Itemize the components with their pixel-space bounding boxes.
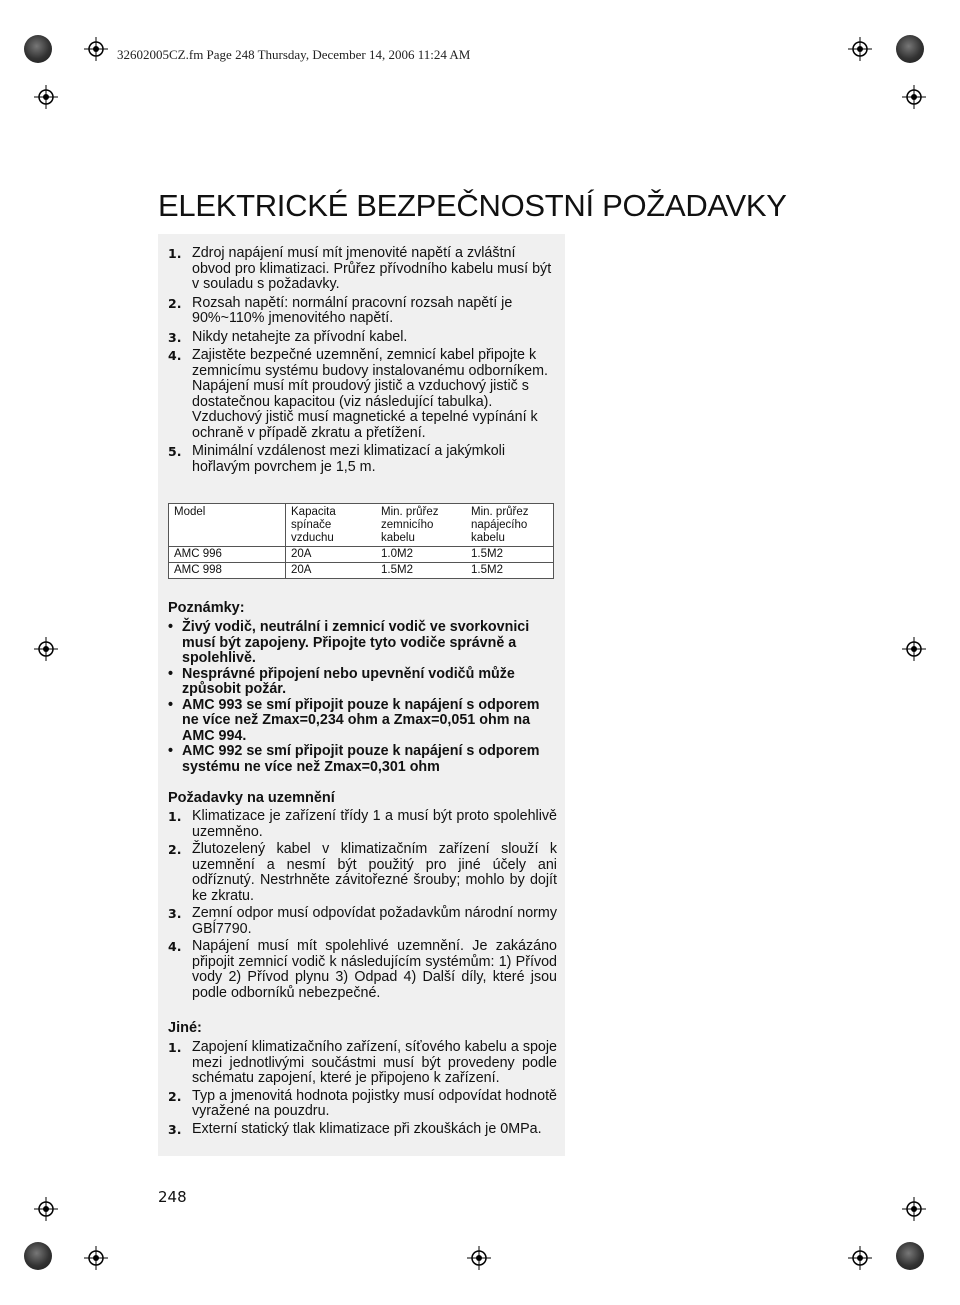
page-number: 248 <box>158 1188 187 1206</box>
table-header-cell: Kapacita spínače vzduchu <box>286 504 377 547</box>
registration-mark-icon <box>84 37 108 61</box>
table-header-cell: Min. průřez zemnicího kabelu <box>376 504 466 547</box>
grounding-list <box>158 809 565 1003</box>
list-item: 3. Nikdy netahejte za přívodní kabel. <box>168 328 408 345</box>
requirements-list <box>158 246 565 478</box>
other-heading: Jiné: <box>168 1020 202 1036</box>
list-item: 1. Zdroj napájení musí mít jmenovité napětí a zvláštní obvod pro klimatizaci. Průřez přívodního kabelu musí být v souladu s požadavky. <box>168 245 552 292</box>
table-header-cell: Min. průřez napájecího kabelu <box>466 504 554 547</box>
table-cell: 1.5M2 <box>466 563 554 579</box>
registration-mark-icon <box>902 85 926 109</box>
table-cell: 20A <box>286 563 377 579</box>
list-item: 4. Zajistěte bezpečné uzemnění, zemnicí kabel připojte k zemnicímu systému budovy instalovanému odborníkem. Napájení musí mít proudový jistič a vzduchový jistič s dostatečnou kapacitou (viz následující tabulka). Vzduchový jistič musí magnetické a tepelné vypínání k ochraně v případě zkratu a přetížení. <box>168 347 548 441</box>
table-cell: AMC 998 <box>169 563 286 579</box>
table-cell: 1.5M2 <box>376 563 466 579</box>
breaker-spec-table <box>168 503 554 579</box>
registration-mark-icon <box>902 1197 926 1221</box>
list-item: 3. Zemní odpor musí odpovídat požadavkům národní normy GBĺ7790. <box>168 905 557 937</box>
registration-mark-icon <box>902 637 926 661</box>
list-item: 1. Klimatizace je zařízení třídy 1 a musí být proto spolehlivě uzemněno. <box>168 808 557 840</box>
color-disc-icon <box>24 1242 52 1270</box>
notes-list <box>168 620 555 775</box>
registration-mark-icon <box>34 637 58 661</box>
table-header-row <box>169 504 554 547</box>
registration-mark-icon <box>848 1246 872 1270</box>
list-item: 5. Minimální vzdálenost mezi klimatizací a jakýmkoli hořlavým povrchem je 1,5 m. <box>168 443 506 475</box>
table-row <box>169 547 554 563</box>
list-item: • AMC 992 se smí připojit pouze k napájení s odporem systému ne více než Zmax=0,301 ohm <box>168 744 555 775</box>
table-cell: 1.0M2 <box>376 547 466 563</box>
table-header-cell: Model <box>169 504 286 547</box>
color-disc-icon <box>896 1242 924 1270</box>
table-cell: AMC 996 <box>169 547 286 563</box>
list-item: • AMC 993 se smí připojit pouze k napájení s odporem ne více než Zmax=0,234 ohm a Zmax=0,051 ohm na AMC 994. <box>168 698 555 745</box>
list-item: 2. Typ a jmenovitá hodnota pojistky musí odpovídat hodnotě vyražené na pouzdru. <box>168 1087 557 1119</box>
registration-mark-icon <box>34 85 58 109</box>
color-disc-icon <box>24 35 52 63</box>
registration-mark-icon <box>848 37 872 61</box>
list-item: 3. Externí statický tlak klimatizace při zkouškách je 0MPa. <box>168 1120 542 1137</box>
notes-heading: Poznámky: <box>168 600 245 616</box>
table-cell: 1.5M2 <box>466 547 554 563</box>
color-disc-icon <box>896 35 924 63</box>
list-item: 4. Napájení musí mít spolehlivé uzemnění. Je zakázáno připojit zemnicí vodič k následujícím systémům: 1) Přívod vody 2) Přívod plynu 3) Odpad 4) Další díly, které jsou podle odborníků nebezpečné. <box>168 938 557 1001</box>
registration-mark-icon <box>34 1197 58 1221</box>
print-header: 32602005CZ.fm Page 248 Thursday, December 14, 2006 11:24 AM <box>117 47 471 62</box>
registration-mark-icon <box>467 1246 491 1270</box>
list-item: • Živý vodič, neutrální i zemnicí vodič ve svorkovnici musí být zapojeny. Připojte tyto vodiče správně a spolehlivě. <box>168 620 555 667</box>
list-item: 1. Zapojení klimatizačního zařízení, síťového kabelu a spoje mezi jednotlivými součástmi musí být provedeny podle schématu zapojení, které je připojeno k zařízení. <box>168 1039 557 1086</box>
list-item: 2. Rozsah napětí: normální pracovní rozsah napětí je 90%~110% jmenovitého napětí. <box>168 294 513 326</box>
list-item: • Nesprávné připojení nebo upevnění vodičů může způsobit požár. <box>168 667 555 698</box>
page-title: ELEKTRICKÉ BEZPEČNOSTNÍ POŽADAVKY <box>158 188 787 223</box>
other-list <box>158 1040 565 1139</box>
content-panel <box>158 234 565 1156</box>
grounding-heading: Požadavky na uzemnění <box>168 790 335 806</box>
list-item: 2. Žlutozelený kabel v klimatizačním zařízení slouží k uzemnění a nesmí být použitý pro jiné účely ani odříznutý. Nestrhněte závitořezné šrouby; mohlo by dojít ke zkratu. <box>168 841 557 904</box>
table-row <box>169 563 554 579</box>
table-cell: 20A <box>286 547 377 563</box>
registration-mark-icon <box>84 1246 108 1270</box>
